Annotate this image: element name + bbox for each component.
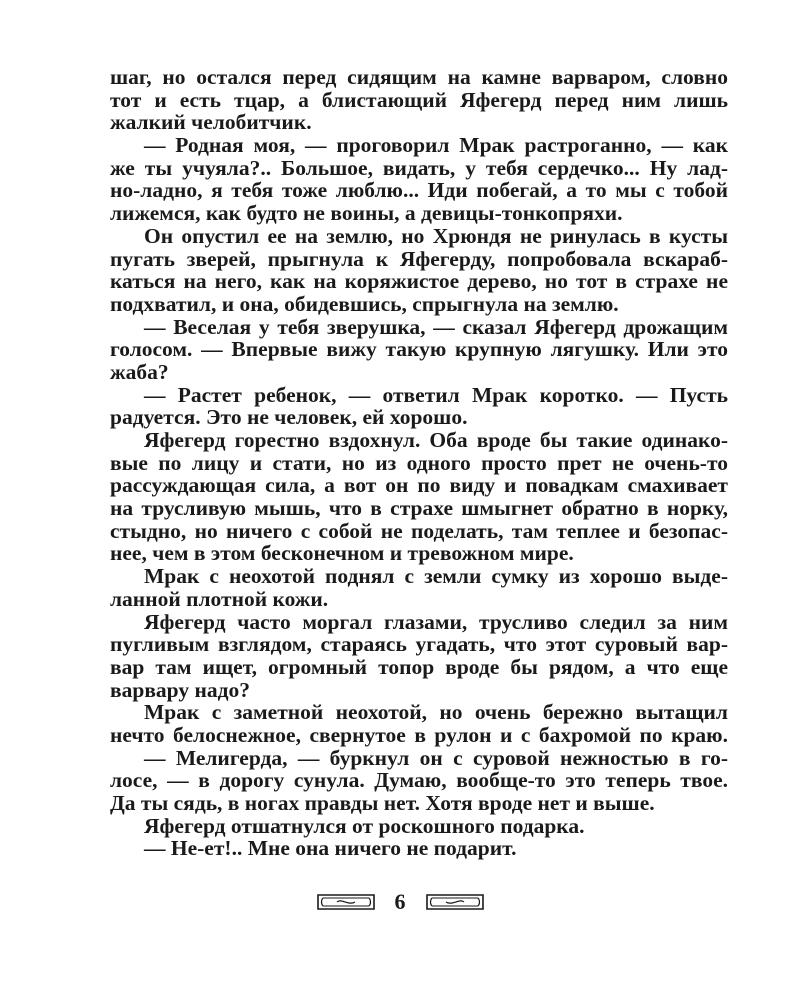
text-line: тот и есть тцар, а блистающий Яфегерд перед ним лишь	[110, 87, 728, 112]
text-line: радуется. Это не человек, ей хорошо.	[110, 405, 468, 430]
text-line: жаба?	[110, 359, 169, 384]
text-line: шаг, но остался перед сидящим на камне варваром, словно	[110, 65, 728, 89]
text-line: — Не-ет!.. Мне она ничего не подарит.	[144, 836, 517, 861]
text-line: голосом. — Впервые вижу такую крупную лягушку. Или это	[110, 337, 728, 362]
text-line: Мрак с заметной неохотой, но очень бережно вытащил	[144, 700, 728, 725]
text-line: Яфегерд горестно вздохнул. Оба вроде бы такие одинако-	[144, 428, 728, 452]
text-line: Мрак с неохотой поднял с земли сумку из хорошо выде-	[144, 564, 728, 589]
text-line: жалкий челобитчик.	[110, 110, 312, 135]
text-line: на трусливую мышь, что в страхе шмыгнет обратно в норку,	[110, 496, 728, 521]
text-line: же ты учуяла?.. Большое, видать, у тебя сердечко... Ну лад-	[110, 155, 728, 180]
text-line: — Родная моя, — проговорил Мрак растроганно, — как	[144, 133, 728, 158]
text-line: вые по лицу и стати, но из одного просто прет не очень-то	[110, 450, 728, 475]
text-line: вар там ищет, огромный топор вроде бы рядом, а что еще	[110, 654, 728, 679]
text-line: стыдно, но ничего с собой не поделать, там теплее и безопас-	[110, 518, 728, 543]
text-line: рассуждающая сила, а вот он по виду и повадкам смахивает	[110, 473, 728, 498]
page-text	[110, 66, 728, 860]
text-line: Яфегерд часто моргал глазами, трусливо следил за ним	[144, 609, 728, 634]
right-ornament-icon	[424, 892, 486, 912]
page-footer	[0, 890, 800, 914]
text-line: варвару надо?	[110, 677, 250, 702]
text-line: пугать зверей, прыгнула к Яфегерду, попробовала вскараб-	[110, 246, 728, 271]
text-line: каться на него, как на коряжистое дерево, но тот в страхе не	[110, 269, 728, 294]
text-line: лосе, — в дорогу сунула. Думаю, вообще-то это теперь твое.	[110, 768, 728, 793]
text-line: ланной плотной кожи.	[110, 586, 329, 611]
text-line: — Мелигерда, — буркнул он с суровой нежностью в го-	[144, 745, 728, 770]
text-line: Он опустил ее на землю, но Хрюндя не ринулась в кусты	[144, 223, 728, 248]
text-line: Яфегерд отшатнулся от роскошного подарка.	[144, 813, 585, 838]
text-line: подхватил, и она, обидевшись, спрыгнула на землю.	[110, 291, 619, 316]
text-line: нечто белоснежное, свернутое в рулон и с бахромой по краю.	[110, 722, 728, 747]
text-line: пугливым взглядом, стараясь угадать, что этот суровый вар-	[110, 632, 728, 657]
page-number: 6	[394, 889, 406, 914]
text-line: Да ты сядь, в ногах правды нет. Хотя вроде нет и выше.	[110, 791, 655, 815]
text-line: но-ладно, я тебя тоже люблю... Иди побегай, а то мы с тобой	[110, 178, 728, 203]
text-line: лижемся, как будто не воины, а девицы-тонкопряхи.	[110, 201, 623, 226]
left-ornament-icon	[315, 892, 377, 912]
text-line: — Растет ребенок, — ответил Мрак коротко. — Пусть	[144, 382, 728, 407]
text-line: — Веселая у тебя зверушка, — сказал Яфегерд дрожащим	[144, 314, 728, 339]
text-line: нее, чем в этом бесконечном и тревожном мире.	[110, 541, 574, 566]
